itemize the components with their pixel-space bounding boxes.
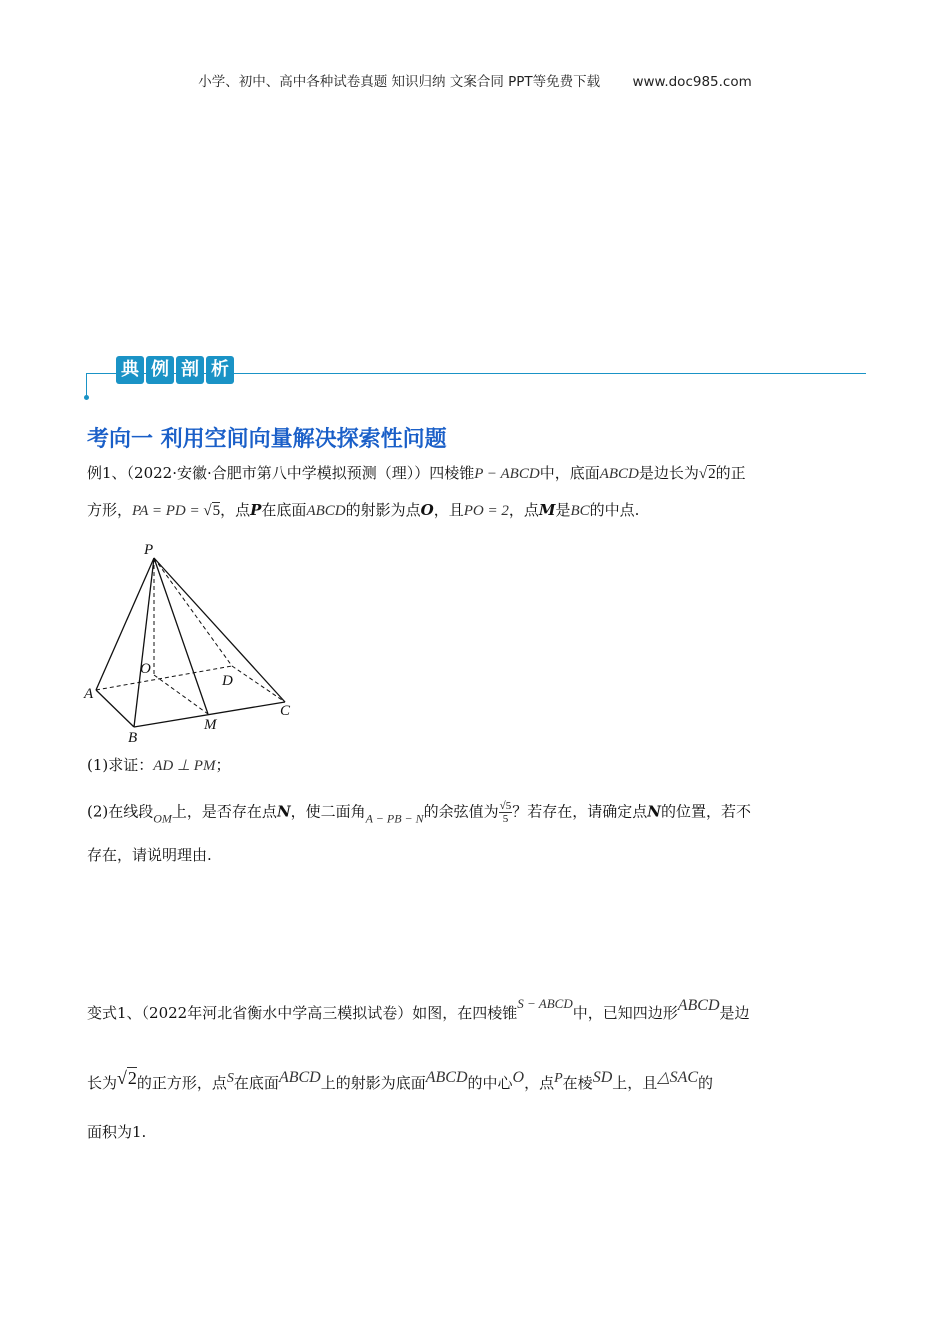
edge-PD (154, 558, 232, 666)
header-text: 小学、初中、高中各种试卷真题 知识归纳 文案合同 PPT等免费下载 (198, 74, 601, 90)
example1-line2: 方形，PA = PD = √5，点P在底面ABCD的射影为点O，且PO = 2，点M是BC的中点. (87, 501, 640, 519)
question-2-line2: 存在，请说明理由. (87, 846, 212, 864)
edge-DC (232, 666, 285, 702)
variant1-line3: 面积为1. (87, 1123, 147, 1141)
section-title: 考向一 利用空间向量解决探索性问题 (87, 427, 447, 452)
banner-line-vertical (86, 373, 87, 397)
label-C: C (280, 703, 291, 719)
segment-OM (154, 675, 208, 714)
section-banner (86, 356, 866, 406)
edge-PB (134, 558, 154, 727)
label-A: A (84, 686, 94, 702)
sqrt-5: √5 (203, 503, 221, 519)
banner-char: 剖 (176, 356, 204, 384)
banner-char: 典 (116, 356, 144, 384)
variant1-line1: 变式1、（2022年河北省衡水中学高三模拟试卷）如图，在四棱锥S − ABCD中，已知四边形ABCD是边 (87, 996, 750, 1022)
edge-AB (96, 690, 134, 727)
sqrt-2: √2 (698, 466, 716, 482)
sqrt-2: √2 (117, 1068, 137, 1088)
question-1: (1)求证：AD ⊥ PM； (87, 756, 231, 774)
label-P: P (144, 542, 154, 558)
banner-char: 析 (206, 356, 234, 384)
label-M: M (204, 717, 217, 733)
edge-AD (96, 666, 232, 690)
pyramid-figure (82, 540, 302, 745)
example1-line1: 例1、（2022·安徽·合肥市第八中学模拟预测（理））四棱锥P − ABCD中，底面ABCD是边长为√2的正 (87, 464, 746, 482)
banner-dot (84, 395, 89, 400)
label-O: O (140, 661, 151, 677)
label-B: B (128, 730, 138, 745)
banner-label (116, 356, 234, 386)
fraction-sqrt5-over-5: $\frac{√5}{5}$ (499, 800, 512, 825)
variant1-line2: 长为√2的正方形，点S在底面ABCD上的射影为底面ABCD的中心O，点P在棱SD上，且△SAC的 (87, 1068, 714, 1092)
edge-PM (154, 558, 208, 714)
label-D: D (222, 673, 233, 689)
page-header (0, 70, 950, 90)
edge-PC (154, 558, 285, 702)
question-2-line1: (2)在线段$_{OM}$上，是否存在点N，使二面角$_{A - PB - N}$的余弦值为 $\frac{√5}{5}$ ？若存在，请确定点N的位置，若不 (87, 800, 751, 826)
banner-char: 例 (146, 356, 174, 384)
header-site[interactable]: www.doc985.com (632, 74, 752, 90)
